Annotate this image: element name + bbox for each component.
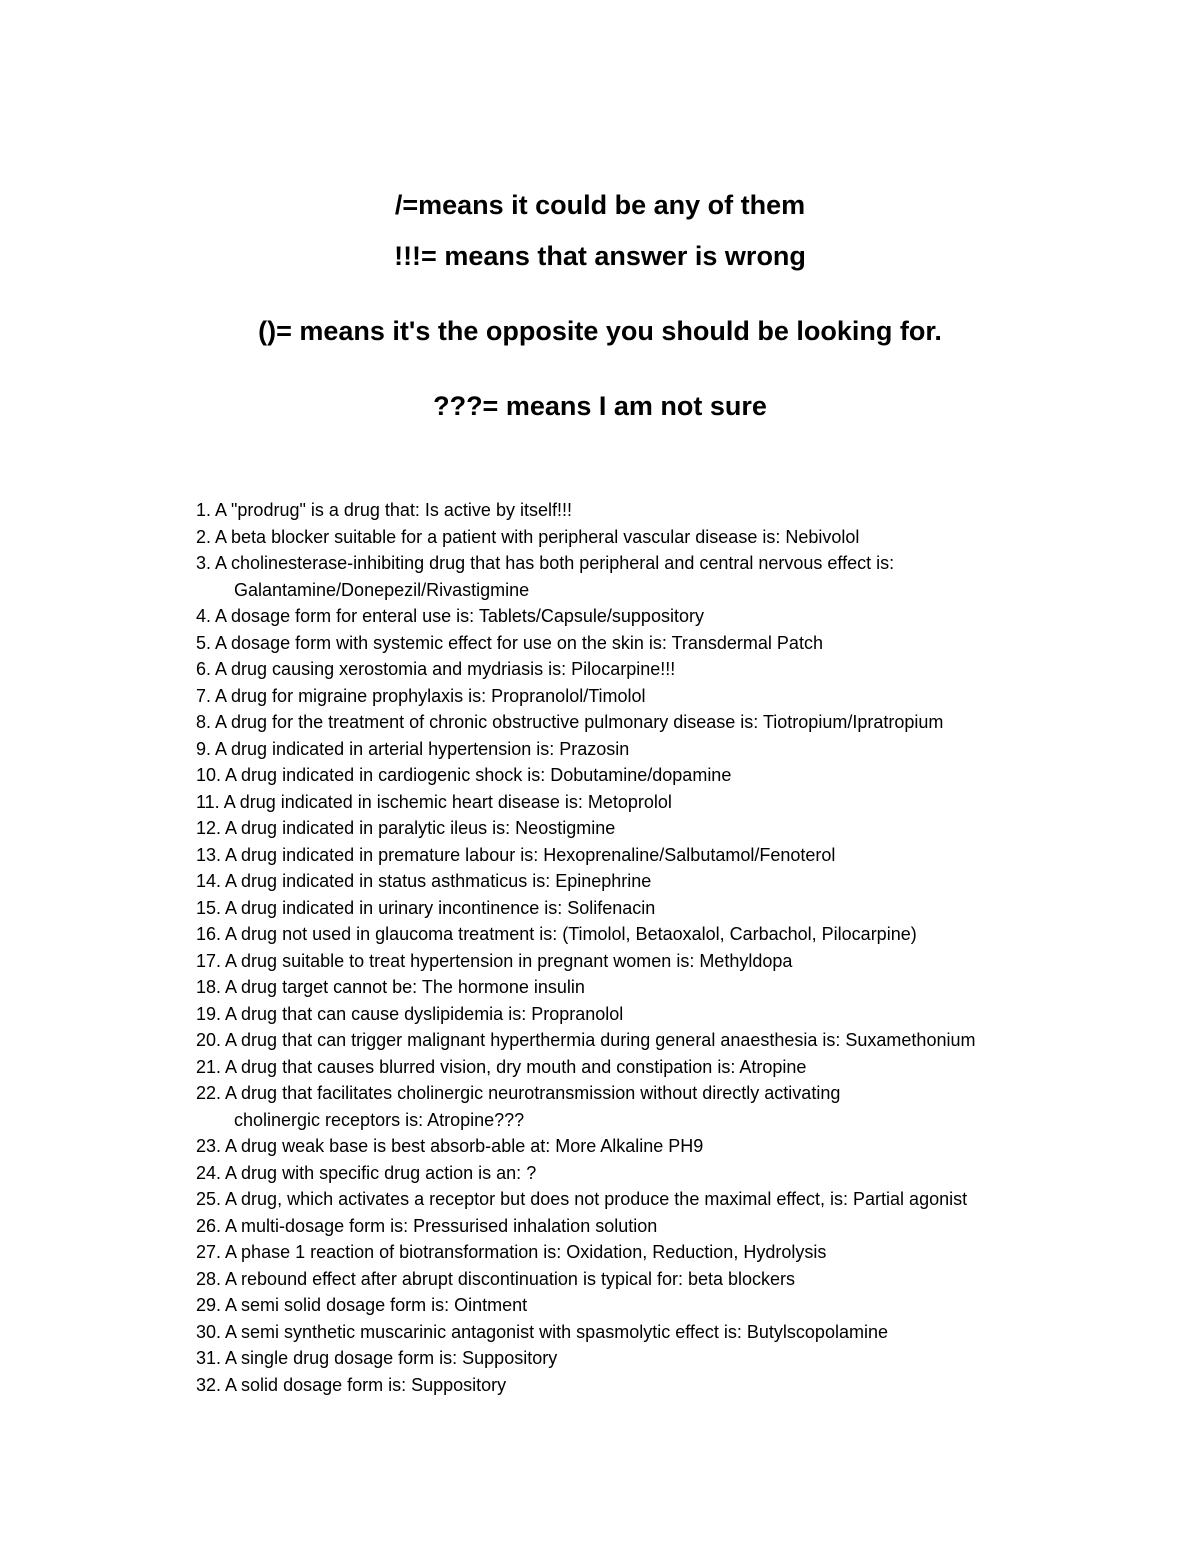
item-text: 20. A drug that can trigger malignant hyperthermia during general anaesthesia is: Suxamethonium <box>196 1030 976 1050</box>
item-text: 29. A semi solid dosage form is: Ointment <box>196 1295 528 1315</box>
list-item <box>196 1213 1186 1240</box>
list-item <box>196 762 1186 789</box>
legend-any-of-them: /=means it could be any of them <box>394 190 806 220</box>
item-text: 21. A drug that causes blurred vision, dry mouth and constipation is: Atropine <box>196 1056 807 1077</box>
list-item <box>196 895 1186 922</box>
legend-not-sure: ???= means I am not sure <box>433 391 767 421</box>
list-item <box>196 603 1186 630</box>
list-item <box>196 1266 1186 1293</box>
question-list <box>196 497 1186 1398</box>
item-text: 1. A "prodrug" is a drug that: Is active by itself!!! <box>196 500 572 520</box>
item-text: 24. A drug with specific drug action is an: ? <box>196 1162 537 1183</box>
list-item <box>196 1027 1186 1054</box>
item-text: 23. A drug weak base is best absorb-able at: More Alkaline PH9 <box>196 1136 704 1156</box>
legend-wrong-answer: !!!= means that answer is wrong <box>394 241 806 271</box>
item-text: 3. A cholinesterase-inhibiting drug that has both peripheral and central nervous effect is: <box>196 553 895 573</box>
list-item <box>196 921 1186 948</box>
item-text: 8. A drug for the treatment of chronic obstructive pulmonary disease is: Tiotropium/Ipratropium <box>196 712 944 732</box>
list-item <box>196 1001 1186 1028</box>
item-text: 22. A drug that facilitates cholinergic neurotransmission without directly activating <box>196 1083 841 1103</box>
item-text: 7. A drug for migraine prophylaxis is: Propranolol/Timolol <box>196 685 646 706</box>
list-item <box>196 868 1186 895</box>
item-text: 26. A multi-dosage form is: Pressurised inhalation solution <box>196 1215 658 1236</box>
item-text: 32. A solid dosage form is: Suppository <box>196 1374 507 1395</box>
list-item <box>196 1345 1186 1372</box>
list-item <box>196 1133 1186 1160</box>
list-item <box>196 550 1186 603</box>
item-text: 12. A drug indicated in paralytic ileus is: Neostigmine <box>196 818 616 838</box>
list-item <box>196 656 1186 683</box>
item-text: 25. A drug, which activates a receptor but does not produce the maximal effect, is: Partial agonist <box>196 1189 968 1209</box>
list-item <box>196 842 1186 869</box>
legend-opposite: ()= means it's the opposite you should be looking for. <box>258 316 942 346</box>
list-item <box>196 683 1186 710</box>
item-text: 31. A single drug dosage form is: Suppository <box>196 1348 558 1368</box>
item-text: 13. A drug indicated in premature labour is: Hexoprenaline/Salbutamol/Fenoterol <box>196 844 836 865</box>
item-text: 4. A dosage form for enteral use is: Tablets/Capsule/suppository <box>196 606 704 626</box>
list-item <box>196 1160 1186 1187</box>
item-text: 10. A drug indicated in cardiogenic shock is: Dobutamine/dopamine <box>196 765 732 785</box>
list-item <box>196 1186 1186 1213</box>
list-item <box>196 1292 1186 1319</box>
list-item <box>196 1080 1186 1133</box>
list-item <box>196 948 1186 975</box>
list-item <box>196 1319 1186 1346</box>
list-item <box>196 630 1186 657</box>
item-text: 5. A dosage form with systemic effect for use on the skin is: Transdermal Patch <box>196 632 823 653</box>
item-text: 28. A rebound effect after abrupt discontinuation is typical for: beta blockers <box>196 1268 796 1289</box>
item-continuation: cholinergic receptors is: Atropine??? <box>234 1109 525 1130</box>
item-text: 6. A drug causing xerostomia and mydriasis is: Pilocarpine!!! <box>196 659 676 679</box>
item-text: 2. A beta blocker suitable for a patient with peripheral vascular disease is: Nebivolol <box>196 526 860 547</box>
list-item <box>196 524 1186 551</box>
item-text: 19. A drug that can cause dyslipidemia is: Propranolol <box>196 1003 624 1024</box>
item-text: 15. A drug indicated in urinary incontinence is: Solifenacin <box>196 897 656 918</box>
list-item <box>196 974 1186 1001</box>
list-item <box>196 736 1186 763</box>
item-text: 30. A semi synthetic muscarinic antagonist with spasmolytic effect is: Butylscopolamine <box>196 1321 888 1342</box>
item-text: 9. A drug indicated in arterial hypertension is: Prazosin <box>196 738 630 759</box>
item-text: 11. A drug indicated in ischemic heart disease is: Metoprolol <box>196 791 672 812</box>
item-text: 16. A drug not used in glaucoma treatment is: (Timolol, Betaoxalol, Carbachol, Pilocarpine) <box>196 924 917 944</box>
item-text: 18. A drug target cannot be: The hormone insulin <box>196 977 585 997</box>
list-item <box>196 1239 1186 1266</box>
list-item <box>196 1054 1186 1081</box>
list-item <box>196 1372 1186 1399</box>
item-text: 27. A phase 1 reaction of biotransformation is: Oxidation, Reduction, Hydrolysis <box>196 1242 827 1262</box>
list-item <box>196 709 1186 736</box>
item-text: 17. A drug suitable to treat hypertension in pregnant women is: Methyldopa <box>196 950 793 971</box>
list-item <box>196 497 1186 524</box>
item-text: 14. A drug indicated in status asthmaticus is: Epinephrine <box>196 871 652 891</box>
item-continuation: Galantamine/Donepezil/Rivastigmine <box>234 579 530 600</box>
list-item <box>196 815 1186 842</box>
list-item <box>196 789 1186 816</box>
